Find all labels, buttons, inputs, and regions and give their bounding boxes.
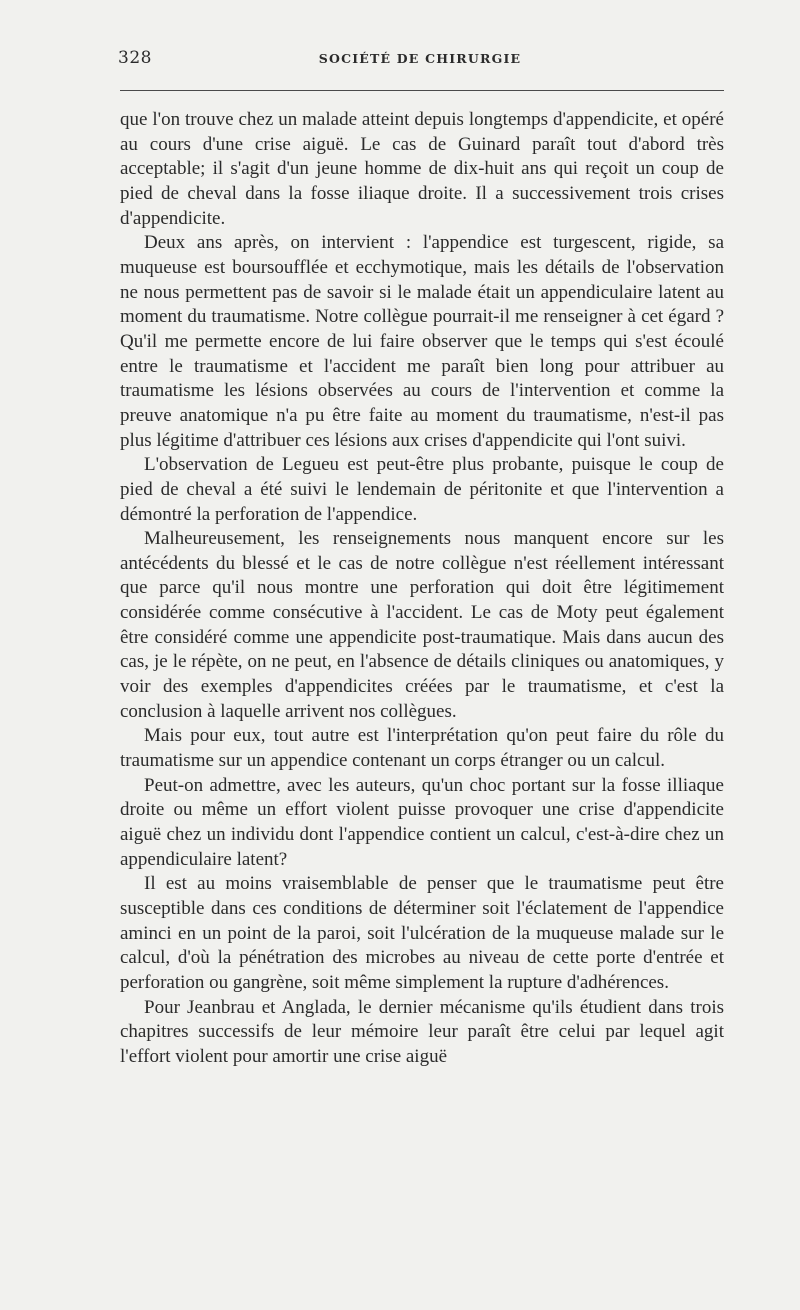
- journal-title: SOCIÉTÉ DE CHIRURGIE: [318, 51, 522, 66]
- paragraph-continuation: que l'on trouve chez un malade atteint depuis longtemps d'appendicite, et opéré au cours d'une crise aiguë. Le cas de Guinard paraît tout d'abord très acceptable; il s'agit d'un jeune homme de dix-huit ans qui reçoit un coup de pied de cheval dans la fosse iliaque droite. Il a successivement trois crises d'appendicite.: [120, 109, 724, 229]
- running-head: [118, 48, 722, 72]
- paragraph: Pour Jeanbrau et Anglada, le dernier mécanisme qu'ils étudient dans trois chapitres successifs de leur mémoire leur paraît être celui par lequel agit l'effort violent pour amortir une crise aiguë: [120, 996, 724, 1067]
- paragraph: L'observation de Legueu est peut-être plus probante, puisque le coup de pied de cheval a été suivi le lendemain de péritonite et que l'intervention a démontré la perforation de l'appendice.: [120, 454, 724, 525]
- body-text: [120, 108, 724, 1070]
- paragraph: Peut-on admettre, avec les auteurs, qu'un choc portant sur la fosse illiaque droite ou même un effort violent puisse provoquer une crise d'appendicite aiguë chez un individu dont l'appendice contient un calcul, c'est-à-dire chez un appendiculaire latent?: [120, 774, 724, 870]
- paragraph: Deux ans après, on intervient : l'appendice est turgescent, rigide, sa muqueuse est boursoufflée et ecchymotique, mais les détails de l'observation ne nous permettent pas de savoir si le malade était un appendiculaire latent au moment du traumatisme. Notre collègue pourrait-il me renseigner à cet égard ? Qu'il me permette encore de lui faire observer que le temps qui s'est écoulé entre le traumatisme et l'accident me paraît bien long pour attribuer au traumatisme les lésions observées au cours de l'intervention et comme la preuve anatomique n'a pu être faite au moment du traumatisme, n'est-il pas plus légitime d'attribuer ces lésions aux crises d'appendicite qui l'ont suivi.: [120, 232, 724, 451]
- paragraph: Malheureusement, les renseignements nous manquent encore sur les antécédents du blessé et le cas de notre collègue n'est réellement intéressant que parce qu'il nous montre une perforation qui doit être légitimement considérée comme consécutive à l'accident. Le cas de Moty peut également être considéré comme une appendicite post-traumatique. Mais dans aucun des cas, je le répète, on ne peut, en l'absence de détails cliniques ou anatomiques, y voir des exemples d'appendicites créées par le traumatisme, et c'est la conclusion à laquelle arrivent nos collègues.: [120, 528, 724, 722]
- paragraph: Mais pour eux, tout autre est l'interprétation qu'on peut faire du rôle du traumatisme sur un appendice contenant un corps étranger ou un calcul.: [120, 725, 724, 772]
- paragraph: Il est au moins vraisemblable de penser que le traumatisme peut être susceptible dans ces conditions de déterminer soit l'éclatement de l'appendice aminci en un point de la paroi, soit l'ulcération de la muqueuse malade sur le calcul, d'où la pénétration des microbes au niveau de cette porte d'entrée et perforation ou gangrène, soit même simplement la rupture d'adhérences.: [120, 873, 724, 993]
- page-number: 328: [118, 48, 152, 68]
- header-rule: [120, 90, 724, 91]
